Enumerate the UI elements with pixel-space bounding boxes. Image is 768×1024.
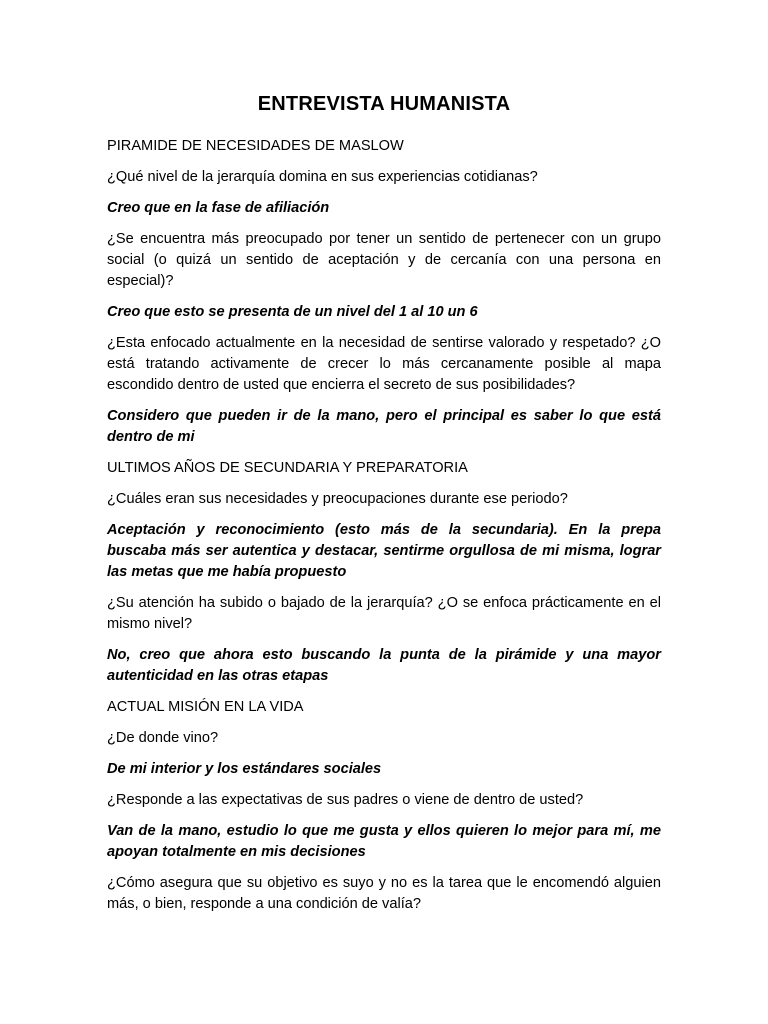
text-line: ¿Qué nivel de la jerarquía domina en sus experiencias cotidianas? (107, 169, 538, 185)
text-line: Creo que esto se presenta de un nivel del 1 al 10 un 6 (107, 304, 478, 320)
text-line: ¿Cómo asegura que su objetivo es suyo y no es la tarea que le encomendó alguien (107, 875, 661, 891)
answer-paragraph (107, 406, 661, 448)
document-body (107, 136, 661, 925)
text-line: ¿De donde vino? (107, 730, 219, 746)
text-line: social (o quizá un sentido de aceptación y de cercanía con una persona en (107, 252, 661, 268)
answer-paragraph (107, 821, 661, 863)
section-heading (107, 697, 661, 718)
text-line: está tratando activamente de crecer lo más cercanamente posible al mapa (107, 356, 661, 372)
text-line: ¿Esta enfocado actualmente en la necesidad de sentirse valorado y respetado? ¿O (107, 335, 661, 351)
text-line: apoyan totalmente en mis decisiones (107, 844, 366, 860)
text-line: más, o bien, responde a una condición de valía? (107, 896, 421, 912)
text-line: Creo que en la fase de afiliación (107, 200, 330, 216)
section-heading (107, 136, 661, 157)
question-paragraph (107, 728, 661, 749)
text-line: De mi interior y los estándares sociales (107, 761, 382, 777)
text-line: autenticidad en las otras etapas (107, 668, 329, 684)
text-line: Aceptación y reconocimiento (esto más de la secundaria). En la prepa (107, 522, 661, 538)
text-line: especial)? (107, 273, 174, 289)
text-line: escondido dentro de usted que encierra el secreto de sus posibilidades? (107, 377, 576, 393)
text-line: PIRAMIDE DE NECESIDADES DE MASLOW (107, 138, 404, 154)
text-line: las metas que me había propuesto (107, 564, 347, 580)
text-line: ¿Su atención ha subido o bajado de la jerarquía? ¿O se enfoca prácticamente en el (107, 595, 661, 611)
text-line: dentro de mi (107, 429, 195, 445)
text-line: mismo nivel? (107, 616, 193, 632)
answer-paragraph (107, 302, 661, 323)
question-paragraph (107, 167, 661, 188)
answer-paragraph (107, 645, 661, 687)
answer-paragraph (107, 198, 661, 219)
text-line: buscaba más ser autentica y destacar, sentirme orgullosa de mi misma, lograr (107, 543, 661, 559)
text-line: Van de la mano, estudio lo que me gusta y ellos quieren lo mejor para mí, me (107, 823, 661, 839)
answer-paragraph (107, 520, 661, 583)
text-line: ACTUAL MISIÓN EN LA VIDA (107, 699, 304, 715)
document-title: ENTREVISTA HUMANISTA (257, 93, 511, 115)
text-line: ULTIMOS AÑOS DE SECUNDARIA Y PREPARATORIA (107, 460, 468, 476)
text-line: ¿Responde a las expectativas de sus padres o viene de dentro de usted? (107, 792, 584, 808)
section-heading (107, 458, 661, 479)
question-paragraph (107, 593, 661, 635)
question-paragraph (107, 489, 661, 510)
text-line: Considero que pueden ir de la mano, pero el principal es saber lo que está (107, 408, 661, 424)
question-paragraph (107, 790, 661, 811)
text-line: ¿Se encuentra más preocupado por tener un sentido de pertenecer con un grupo (107, 231, 661, 247)
answer-paragraph (107, 759, 661, 780)
text-line: ¿Cuáles eran sus necesidades y preocupaciones durante ese periodo? (107, 491, 568, 507)
question-paragraph (107, 873, 661, 915)
question-paragraph (107, 333, 661, 396)
text-line: No, creo que ahora esto buscando la punta de la pirámide y una mayor (107, 647, 661, 663)
question-paragraph (107, 229, 661, 292)
